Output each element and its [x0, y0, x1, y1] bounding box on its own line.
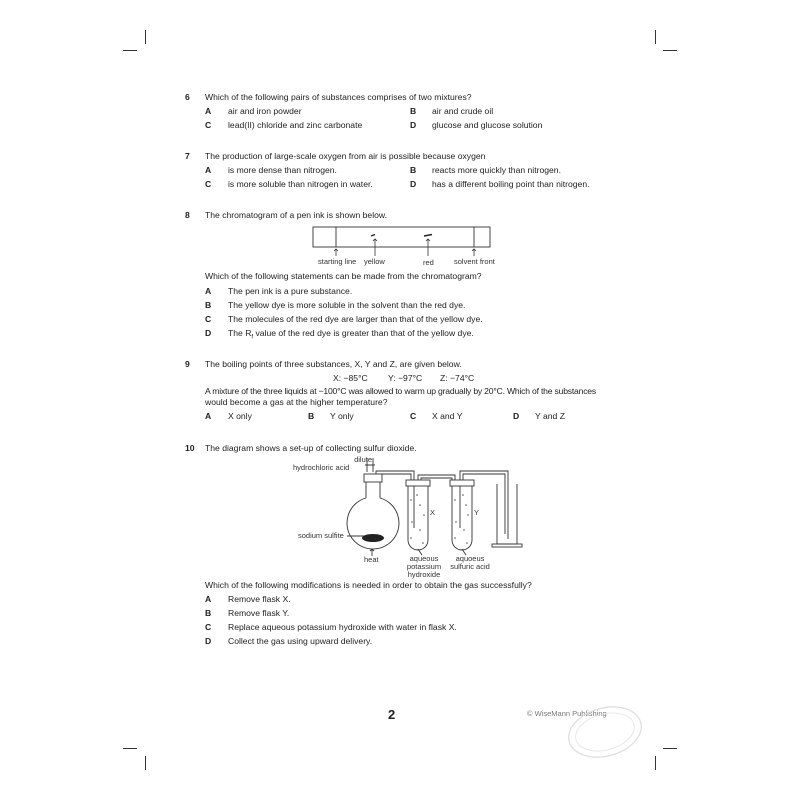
label-line: hydroxide [407, 570, 441, 579]
option-text: The yellow dye is more soluble in the solvent than the red dye. [228, 300, 466, 310]
option-letter: B [308, 411, 315, 421]
option-letter: C [410, 411, 417, 421]
temperature-z: Z: −74°C [440, 373, 475, 383]
option-letter: C [205, 120, 212, 130]
question-text: Which of the following modifications is needed in order to obtain the gas successfully? [205, 580, 532, 590]
label-starting-line: starting line [318, 257, 357, 266]
option-letter: B [410, 106, 417, 116]
option-text: glucose and glucose solution [432, 120, 543, 130]
label-hydrochloric-acid: hydrochloric acid [293, 463, 350, 472]
option-letter: A [205, 165, 212, 175]
question-number: 8 [185, 210, 190, 220]
label-line: aquoeus [455, 554, 485, 563]
option-letter: C [205, 179, 212, 189]
label-heat: heat [364, 555, 379, 564]
option-letter: D [205, 636, 212, 646]
option-text: The molecules of the red dye are larger than that of the yellow dye. [228, 314, 483, 324]
question-number: 10 [185, 443, 195, 453]
option-letter: D [410, 120, 417, 130]
question-text: The diagram shows a set-up of collecting sulfur dioxide. [205, 443, 417, 453]
option-text: has a different boiling point than nitrogen. [432, 179, 590, 189]
question-paragraph: would become a gas at the higher temperature? [205, 397, 388, 407]
page-number: 2 [388, 707, 396, 722]
option-letter: A [205, 594, 212, 604]
option-text: Y and Z [535, 411, 565, 421]
option-letter: B [205, 608, 212, 618]
watermark-stamp [565, 705, 645, 760]
option-text: Collect the gas using upward delivery. [228, 636, 373, 646]
option-text: Remove flask Y. [228, 608, 290, 618]
label-red: red [423, 258, 434, 267]
option-text: air and crude oil [432, 106, 494, 116]
temperature-x: X: −85°C [333, 373, 368, 383]
question-number: 7 [185, 151, 190, 161]
option-text: air and iron powder [228, 106, 302, 116]
label-flask-x: X [430, 508, 436, 517]
option-text: X and Y [432, 411, 463, 421]
label-solvent-front: solvent front [454, 257, 495, 266]
publisher-credit: © WiseMann Publishing [527, 709, 607, 718]
label-sodium-sulfite: sodium sulfite [298, 531, 344, 540]
option-letter: A [205, 411, 212, 421]
option-text: reacts more quickly than nitrogen. [432, 165, 561, 175]
option-letter: D [513, 411, 520, 421]
question-paragraph: A mixture of the three liquids at −100°C was allowed to warm up gradually by 20°C. Which of the substances [205, 386, 596, 396]
option-text: lead(II) chloride and zinc carbonate [228, 120, 363, 130]
option-text: is more soluble than nitrogen in water. [228, 179, 373, 189]
question-text: The chromatogram of a pen ink is shown below. [205, 210, 387, 220]
option-text-pre: The R [228, 328, 252, 338]
temperature-y: Y: −97°C [388, 373, 423, 383]
option-letter: B [410, 165, 417, 175]
question-text: The production of large-scale oxygen from air is possible because oxygen [205, 151, 486, 161]
label-sulfuric-acid [448, 555, 492, 571]
label-line: potassium [406, 562, 442, 571]
option-letter: D [205, 328, 212, 338]
question-text: Which of the following statements can be made from the chromatogram? [205, 271, 482, 281]
option-letter: D [410, 179, 417, 189]
label-koh [404, 555, 444, 579]
subscript: f [251, 334, 254, 341]
option-letter: A [205, 106, 212, 116]
option-text: Replace aqueous potassium hydroxide with water in flask X. [228, 622, 457, 632]
option-text: Remove flask X. [228, 594, 291, 604]
option-letter: C [205, 622, 212, 632]
option-letter: B [205, 300, 212, 310]
label-flask-y: Y [474, 508, 480, 517]
question-text: Which of the following pairs of substances comprises of two mixtures? [205, 92, 472, 102]
option-text-post: value of the red dye is greater than that of the yellow dye. [253, 328, 474, 338]
question-text: The boiling points of three substances, X, Y and Z, are given below. [205, 359, 462, 369]
label-line: aqueous [409, 554, 439, 563]
option-text: is more dense than nitrogen. [228, 165, 337, 175]
label-yellow: yellow [364, 257, 385, 266]
option-letter: A [205, 286, 212, 296]
label-dilute: dilute [354, 455, 372, 464]
label-line: sulfuric acid [450, 562, 490, 571]
option-text: Y only [330, 411, 354, 421]
option-text: The pen ink is a pure substance. [228, 286, 353, 296]
option-letter: C [205, 314, 212, 324]
question-number: 9 [185, 359, 190, 369]
question-number: 6 [185, 92, 190, 102]
option-text: X only [228, 411, 252, 421]
